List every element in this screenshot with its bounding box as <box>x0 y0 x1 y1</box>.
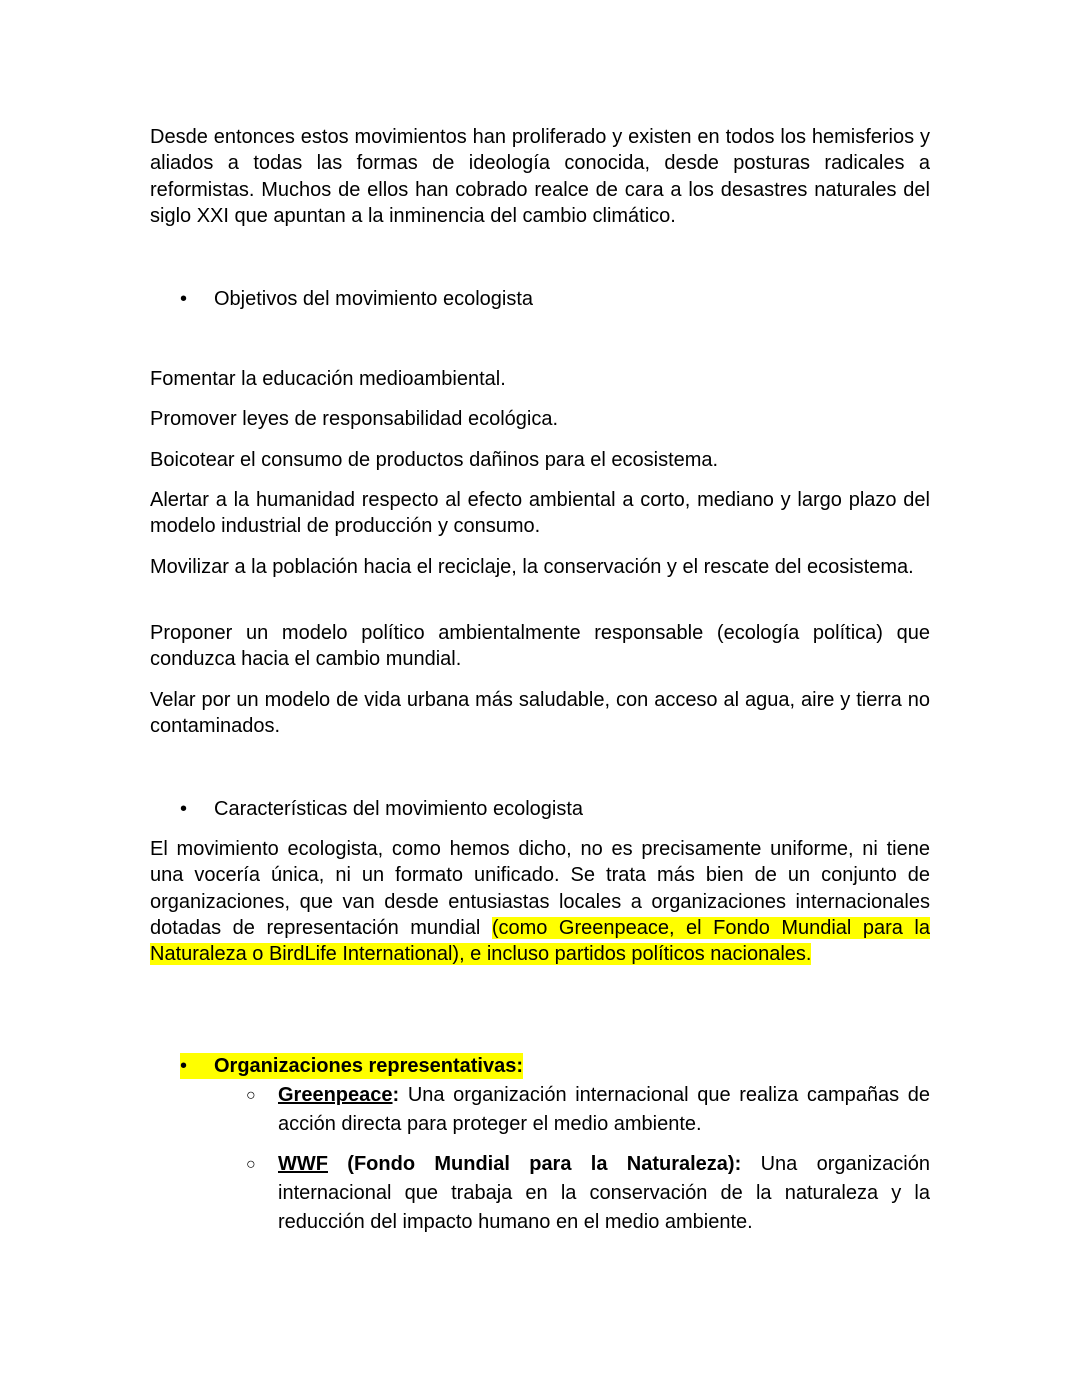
caracteristicas-paragraph <box>150 836 930 967</box>
document-page <box>150 0 930 1397</box>
org-name: Greenpeace <box>278 1084 393 1106</box>
circle-bullet-icon: ○ <box>246 1156 256 1173</box>
caracteristicas-heading-text: Características del movimiento ecologista <box>214 798 584 820</box>
objetivo-item: Boicotear el consumo de productos dañinos para el ecosistema. <box>150 449 719 471</box>
org-name: WWF <box>278 1153 328 1175</box>
objetivo-item: Alertar a la humanidad respecto al efecto ambiental a corto, mediano y largo plazo del modelo industrial de producción y consumo. <box>150 489 930 538</box>
organizaciones-heading-text: Organizaciones representativas: <box>214 1055 524 1077</box>
org-description <box>278 1150 930 1237</box>
org-description-text: Una organización internacional que realiza campañas de acción directa para proteger el medio ambiente. <box>278 1084 930 1135</box>
objetivo-item: Fomentar la educación medioambiental. <box>150 368 506 390</box>
org-description <box>278 1081 930 1139</box>
highlighted-text: (como Greenpeace, el Fondo Mundial para la Naturaleza o BirdLife International), e incluso partidos políticos nacionales. <box>150 916 930 966</box>
objetivos-heading-text: Objetivos del movimiento ecologista <box>214 288 534 310</box>
bullet-icon: • <box>180 288 188 310</box>
objetivo-item: Velar por un modelo de vida urbana más saludable, con acceso al agua, aire y tierra no contaminados. <box>150 689 930 738</box>
list-item-wwf <box>246 1150 930 1237</box>
bullet-icon: • <box>180 798 188 820</box>
circle-bullet-icon: ○ <box>246 1087 256 1104</box>
list-item-greenpeace <box>246 1081 930 1139</box>
objetivos-heading <box>180 286 533 312</box>
objetivo-item: Movilizar a la población hacia el reciclaje, la conservación y el rescate del ecosistema. <box>150 556 914 578</box>
org-colon: : <box>392 1084 400 1106</box>
objetivo-item: Promover leyes de responsabilidad ecológica. <box>150 408 559 430</box>
bullet-icon: • <box>180 1053 214 1079</box>
intro-paragraph: Desde entonces estos movimientos han proliferado y existen en todos los hemisferios y aliados a todas las formas de ideología conocida, desde posturas radicales a reformistas. Muchos de ellos han cobrado realce de cara a los desastres naturales del siglo XXI que apuntan a la inminencia del cambio climático. <box>150 126 930 227</box>
org-extra: (Fondo Mundial para la Naturaleza): <box>327 1153 742 1175</box>
organizaciones-heading <box>180 1053 523 1079</box>
caracteristicas-text: El movimiento ecologista, como hemos dicho, no es precisamente uniforme, ni tiene una vocería única, ni un formato unificado. Se trata más bien de un conjunto de organizaciones, que van desde entusiastas locales a organizaciones internacionales dotadas de representación mundial <box>150 838 930 939</box>
org-description-text: Una organización internacional que trabaja en la conservación de la naturaleza y la reducción del impacto humano en el medio ambiente. <box>278 1153 930 1233</box>
caracteristicas-heading <box>180 796 583 822</box>
objetivo-item: Proponer un modelo político ambientalmente responsable (ecología política) que conduzca hacia el cambio mundial. <box>150 622 930 671</box>
